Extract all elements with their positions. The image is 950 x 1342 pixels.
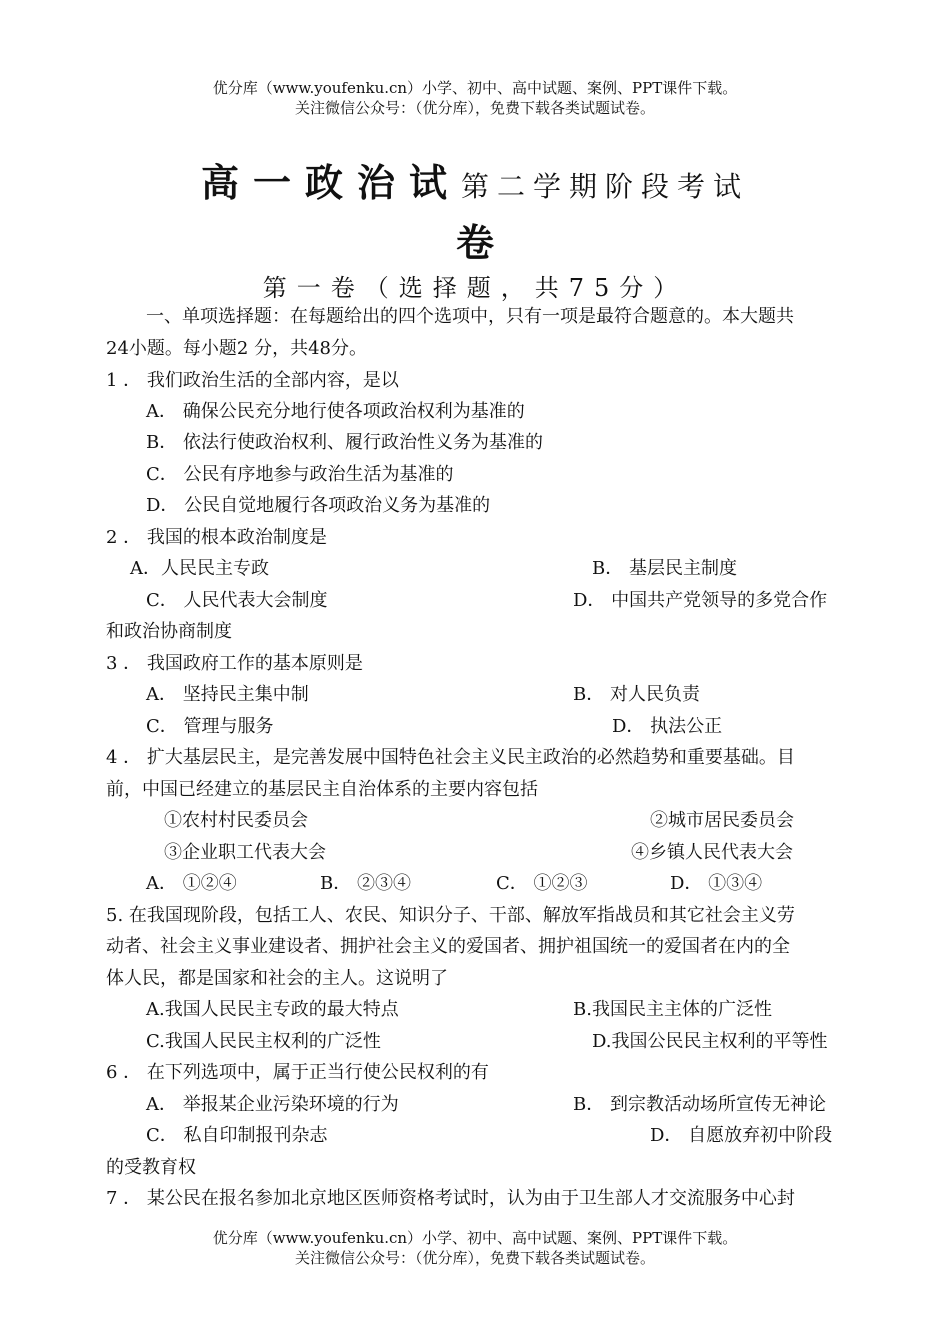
q3-option-a: A． 坚持民主集中制	[146, 684, 309, 705]
q1-stem: 1 ． 我们政治生活的全部内容，是以	[106, 370, 399, 391]
q4-item-1: ①农村村民委员会	[164, 810, 308, 831]
q5-option-a: A.我国人民民主专政的最大特点	[146, 999, 399, 1020]
q2-option-d: D． 中国共产党领导的多党合作	[573, 590, 828, 611]
q6-option-b: B． 到宗教活动场所宣传无神论	[573, 1094, 826, 1115]
q7-stem: 7 ． 某公民在报名参加北京地区医师资格考试时，认为由于卫生部人才交流服务中心封	[106, 1188, 795, 1209]
q5-stem-2: 动者、社会主义事业建设者、拥护社会主义的爱国者、拥护祖国统一的爱国者在内的全	[106, 936, 790, 957]
q4-option-d: D． ①③④	[670, 873, 763, 894]
q5-stem-3: 体人民，都是国家和社会的主人。这说明了	[106, 968, 448, 989]
q4-stem-2: 前，中国已经建立的基层民主自治体系的主要内容包括	[106, 779, 538, 800]
q3-option-b: B． 对人民负责	[573, 684, 700, 705]
title-sub: 第二学期阶段考试	[461, 170, 750, 203]
q6-option-a: A． 举报某企业污染环境的行为	[146, 1094, 399, 1115]
q2-option-c: C． 人民代表大会制度	[146, 590, 328, 611]
q3-option-c: C． 管理与服务	[146, 716, 274, 737]
title-tail: 卷	[455, 221, 494, 265]
q4-stem-1: 4 ． 扩大基层民主，是完善发展中国特色社会主义民主政治的必然趋势和重要基础。目	[106, 747, 795, 768]
intro-line-1: 一、单项选择题：在每题给出的四个选项中，只有一项是最符合题意的。本大题共	[146, 306, 794, 327]
q6-option-c: C． 私自印制报刊杂志	[146, 1125, 328, 1146]
footer-line-2: 关注微信公众号：（优分库），免费下载各类试题试卷。	[294, 1249, 655, 1267]
q2-option-d-cont: 和政治协商制度	[106, 621, 232, 642]
q2-stem: 2 ． 我国的根本政治制度是	[106, 527, 327, 548]
q1-option-c: C． 公民有序地参与政治生活为基准的	[146, 464, 454, 485]
q6-option-d-cont: 的受教育权	[106, 1157, 196, 1178]
q3-option-d: D． 执法公正	[612, 716, 723, 737]
header-line-2: 关注微信公众号：（优分库），免费下载各类试题试卷。	[294, 99, 655, 117]
q2-option-a: A．人民民主专政	[130, 558, 269, 579]
section-heading: 第一卷（选择题，共75分）	[262, 274, 688, 302]
q5-option-c: C.我国人民民主权利的广泛性	[146, 1031, 381, 1052]
q5-stem-1: 5. 在我国现阶段，包括工人、农民、知识分子、干部、解放军指战员和其它社会主义劳	[106, 905, 795, 926]
q4-option-a: A． ①②④	[146, 873, 237, 894]
header-line-1: 优分库（www.youfenku.cn）小学、初中、高中试题、案例、PPT课件下载。	[212, 79, 738, 97]
q5-option-d: D.我国公民民主权利的平等性	[592, 1031, 828, 1052]
footer-line-1: 优分库（www.youfenku.cn）小学、初中、高中试题、案例、PPT课件下载。	[212, 1229, 738, 1247]
q3-stem: 3 ． 我国政府工作的基本原则是	[106, 653, 363, 674]
q1-option-b: B． 依法行使政治权利、履行政治性义务为基准的	[146, 432, 543, 453]
q1-option-d: D． 公民自觉地履行各项政治义务为基准的	[146, 495, 491, 516]
q4-option-c: C． ①②③	[496, 873, 588, 894]
q4-item-3: ③企业职工代表大会	[164, 842, 326, 863]
q6-option-d: D． 自愿放弃初中阶段	[650, 1125, 833, 1146]
q4-item-2: ②城市居民委员会	[650, 810, 794, 831]
q6-stem: 6 ． 在下列选项中，属于正当行使公民权利的有	[106, 1062, 489, 1083]
title-main: 高一政治试	[200, 161, 461, 205]
q1-option-a: A． 确保公民充分地行使各项政治权利为基准的	[146, 401, 525, 422]
q4-option-b: B． ②③④	[320, 873, 411, 894]
q4-item-4: ④乡镇人民代表大会	[631, 842, 793, 863]
q5-option-b: B.我国民主主体的广泛性	[573, 999, 772, 1020]
intro-line-2: 24小题。每小题2 分，共48分。	[106, 338, 367, 359]
page-title	[0, 152, 950, 207]
q2-option-b: B． 基层民主制度	[592, 558, 737, 579]
